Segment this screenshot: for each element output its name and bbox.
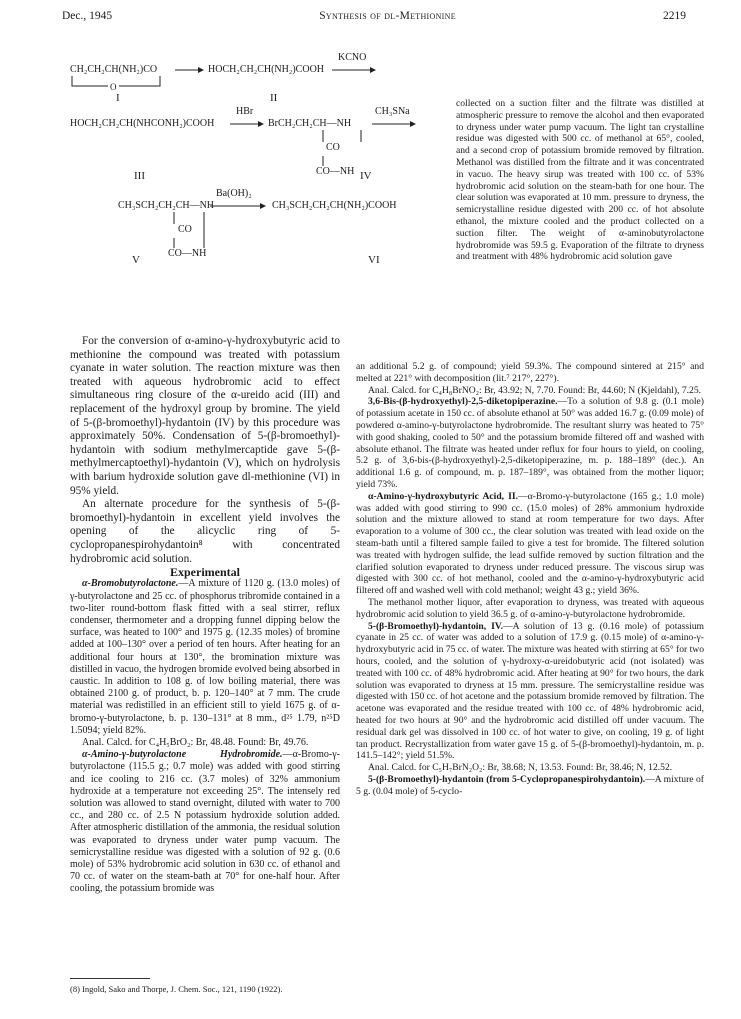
right-paragraph: The methanol mother liquor, after evaporation to dryness, was treated with aqueous hydrobromic acid solution to yield 36.5 g. of α-amino-γ-butyrolactone hydrobromide. <box>356 596 704 620</box>
compound-III-formula: HOCH₂CH₂CH(NHCONH₂)COOH <box>70 118 215 129</box>
reagent-kcno: KCNO <box>338 52 367 63</box>
intro-paragraph-1: For the conversion of α-amino-γ-hydroxybutyric acid to methionine the compound was treated with potassium cyanate in water solution. The reaction mixture was then treated with aqueous hydrobromic acid to effect simultaneous ring closure of the α-ureido acid (III) and replacement of the hydroxyl group by bromine. The yield of 5-(β-bromoethyl)-hydantoin (IV) by this procedure was approximately 50%. Condensation of 5-(β-bromoethyl)-hydantoin with sodium methylmercaptide gave 5-(β-methylmercaptoethyl)-hydantoin (V), which on hydrolysis with barium hydroxide solution gave dl-methionine (VI) in 95% yield. <box>70 335 340 497</box>
footnote: (8) Ingold, Sako and Thorpe, J. Chem. Soc., 121, 1190 (1922). <box>70 984 283 994</box>
compound-IV-conh: CO—NH <box>316 166 355 177</box>
experimental-heading: Experimental <box>170 565 240 580</box>
label-I: I <box>116 92 120 104</box>
right-paragraph: Anal. Calcd. for C₅H₇BrN₂O₂: Br, 38.68; N, 13.53. Found: Br, 38.46; N, 12.52. <box>368 762 673 774</box>
intro-paragraph-2: An alternate procedure for the synthesis of 5-(β-bromoethyl)-hydantoin in excellent yield involves the opening of the alicyclic ring of 5-cyclopropanespirohydantoin⁸ with concentrated hydrobromic acid solution. <box>70 498 340 565</box>
compound-IV-formula: BrCH₂CH₂CH—NH <box>268 118 352 129</box>
reagent-baoh2: Ba(OH)₂ <box>216 188 252 199</box>
compound-VI-formula: CH₃SCH₂CH₂CH(NH₂)COOH <box>272 200 397 211</box>
reagent-hbr: HBr <box>236 106 254 117</box>
header-date: Dec., 1945 <box>62 10 113 22</box>
right-paragraph: 3,6-Bis-(β-hydroxyethyl)-2,5-diketopiperazine.—To a solution of 9.8 g. (0.1 mole) of potassium acetate in 150 cc. of absolute ethanol at 50° was added 16.7 g. (0.09 mole) of powdered α-amino-γ-butyrolactone hydrobromide. The resultant slurry was heated to 75° with good shaking, cooled to 50° and the potassium bromide filtered off and washed with absolute ethanol. The filtrate was heated under reflux for four hours to yield, on cooling, 5.2 g. of 3,6-bis-(β-hydroxyethyl)-2,5-diketopiperazine, m. p. 188–189° (dec.). An additional 1.6 g. of compound, m. p. 187–189°, was obtained from the mother liquor; yield 73%. <box>356 396 704 490</box>
exp-paragraph: α-Amino-γ-butyrolactone Hydrobromide.—α-Bromo-γ-butyrolactone (115.5 g.; 0.7 mole) was added with good stirring and ice cooling to 216 cc. (3.7 moles) of 32% ammonium hydroxide at a temperature not exceeding 25°. The intensely red solution was allowed to stand overnight, diluted with water to 700 cc., and 280 cc. of 2.5 N potassium hydroxide solution added. After atmospheric distillation of the ammonia, the residual solution was evaporated to dryness under water pump vacuum. The semicrystalline residue was digested with a solution of 92 g. (0.6 mole) of 53% hydrobromic acid solution in 630 cc. of ethanol and 70 cc. of water on the steam-bath at 70° for one-half hour. After cooling, the potassium bromide was <box>70 749 340 895</box>
header-title: Synthesis of dl-Methionine <box>319 10 456 22</box>
right-paragraph: 5-(β-Bromoethyl)-hydantoin (from 5-Cyclopropanespirohydantoin).—A mixture of 5 g. (0.04 mole) of 5-cyclo- <box>356 773 705 797</box>
label-II: II <box>270 92 278 104</box>
lactone-oxygen: O <box>110 82 117 92</box>
right-paragraph: α-Amino-γ-hydroxybutyric Acid, II.—α-Bromo-γ-butyrolactone (165 g.; 1.0 mole) was added with good stirring to 990 cc. (15.0 moles) of 28% ammonium hydroxide solution and the mixture allowed to stand at room temperature for two days. After evaporation to a volume of 300 cc., the clear solution was treated with lead oxide on the steam-bath until a filtered sample failed to give a test for bromide. The filtered solution was treated with hydrogen sulfide, the lead sulfide removed by suction filtration and the clarified solution evaporated to dryness under reduced pressure. The viscous sirup was digested with 300 cc. of hot methanol, cooled and the α-amino-γ-hydroxybutyric acid filtered off and washed well with cold methanol; weight 43 g.; yield 36%. <box>356 490 704 597</box>
exp-paragraph: Anal. Calcd. for C₄H₅BrO₂: Br, 48.48. Found: Br, 49.76. <box>82 736 309 748</box>
scheme-lines <box>70 58 450 328</box>
running-header <box>62 10 686 26</box>
label-III: III <box>134 170 145 182</box>
footnote-rule <box>70 978 150 979</box>
right-paragraph: 5-(β-Bromoethyl)-hydantoin, IV.—A solution of 13 g. (0.16 mole) of potassium cyanate in 25 cc. of water was added to a solution of 17.9 g. (0.15 mole) of α-amino-γ-hydroxybutyric acid in 75 cc. of water. The mixture was heated with stirring at 65° for two hours, cooled, and the solution of γ-hydroxy-α-ureidobutyric acid (not isolated) was treated with 100 cc. of 48% hydrobromic acid. After heating at 90° for two hours, the dark solution was evaporated to dryness at 15 mm. pressure. The semicrystalline residue was digested with 150 cc. of hot acetone and the potassium bromide removed by filtration. The acetone was evaporated and the residue treated with 100 cc. of 48% hydrobromic acid, heated for two hours at 90° and the hydrobromic acid distilled off under vacuum. The residual dark gel was dissolved in 100 cc. of hot water to give, on cooling, 19 g. of light tan product. Recrystallization from water gave 15 g. of 5-(β-bromoethyl)-hydantoin, m. p. 141.5–142°; yield 51.5%. <box>356 620 705 762</box>
label-IV: IV <box>360 170 372 182</box>
compound-V-formula: CH₃SCH₂CH₂CH—NH <box>118 200 215 211</box>
right-column-body <box>356 361 704 797</box>
compound-V-conh: CO—NH <box>168 248 207 259</box>
right-top-paragraph: collected on a suction filter and the filtrate was distilled at atmospheric pressure to remove the alcohol and then evaporated to dryness under water pump vacuum. The light tan crystalline residue was digested with 500 cc. of methanol at 65°, cooled, and a second crop of potassium bromide removed by filtration. Methanol was distilled from the filtrate and it was concentrated in vacuo. The heavy sirup was treated with 100 cc. of 53% hydrobromic acid solution on the steam-bath for one hour. The clear solution was evaporated at 10 mm. pressure to dryness, the semicrystalline residue digested with 200 cc. of hot absolute ethanol, the mixture cooled and the product collected on a suction filter. The weight of α-aminobutyrolactone hydrobromide was 59.5 g. Evaporation of the filtrate to dryness and treatment with 48% hydrobromic acid solution gave <box>456 98 704 263</box>
exp-paragraph: α-Bromobutyrolactone.—A mixture of 1120 g. (13.0 moles) of γ-butyrolactone and 25 cc. of phosphorus tribromide contained in a two-liter round-bottom flask fitted with a seal stirrer, reflux condenser, thermometer and a dropping funnel dipping below the surface, was heated to 100° and 1975 g. (12.35 moles) of bromine added at 100–130° over a period of ten hours. After heating for an additional four hours at 130°, the bromination mixture was distilled in vacuo, the hydrogen bromide evolved being absorbed in caustic. In addition to 108 g. of low boiling material, there was obtained 2100 g. of product, b. p. 120–140° at 7 mm. The crude material was redistilled in an efficient still to yield 1675 g. of α-bromo-γ-butyrolactone, b. p. 130–131° at 8 mm., d²⁵ 1.79, n²⁵D 1.5094; yield 82%. <box>70 578 340 736</box>
compound-V-co: CO <box>178 224 192 235</box>
compound-II-formula: HOCH₂CH₂CH(NH₂)COOH <box>208 64 325 75</box>
label-VI: VI <box>368 254 380 266</box>
reaction-scheme <box>70 52 450 328</box>
compound-I-formula: CH₂CH₂CH(NH₂)CO <box>70 64 158 75</box>
label-V: V <box>132 254 140 266</box>
right-paragraph: Anal. Calcd. for C₄H₈BrNO₂: Br, 43.92; N, 7.70. Found: Br, 44.60; N (Kjeldahl), 7.25. <box>368 384 702 396</box>
left-column <box>70 335 340 896</box>
right-paragraph: an additional 5.2 g. of compound; yield 59.3%. The compound sintered at 215° and melted at 221° with decomposition (lit.⁷ 217°, 227°). <box>356 361 704 384</box>
right-column-top <box>456 98 704 263</box>
reagent-ch3sna: CH₃SNa <box>375 106 410 117</box>
compound-IV-co: CO <box>326 142 340 153</box>
header-page-number: 2219 <box>663 10 686 22</box>
